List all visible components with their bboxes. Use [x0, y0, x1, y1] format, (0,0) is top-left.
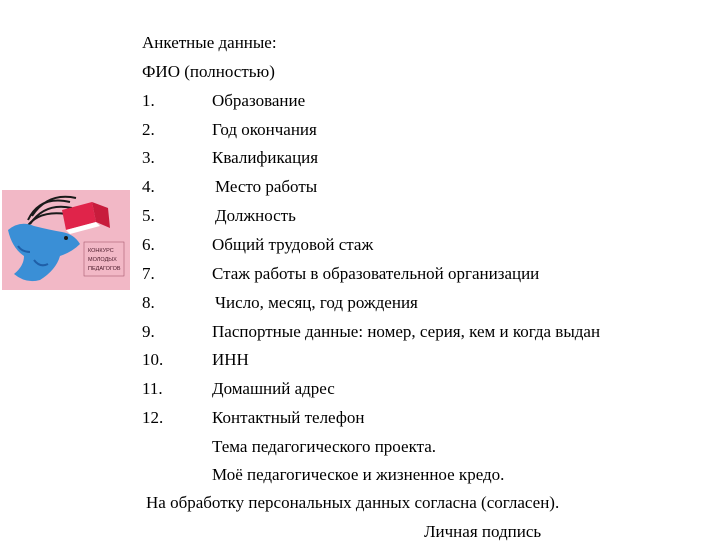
item-number-3: 3.: [142, 148, 155, 167]
item-total-experience: Общий трудовой стаж: [212, 235, 374, 254]
item-number-12: 12.: [142, 408, 164, 427]
item-number-4: 4.: [142, 177, 155, 196]
item-number-7: 7.: [142, 264, 155, 283]
item-graduation-year: Год окончания: [212, 120, 317, 139]
item-contact-phone: Контактный телефон: [212, 408, 365, 427]
item-org-experience: Стаж работы в образовательной организации: [212, 264, 540, 283]
data-processing-consent: На обработку персональных данных согласна (согласен).: [146, 493, 560, 512]
logo-text-line-3: ПЕДАГОГОВ: [88, 266, 121, 272]
logo-text-box: [84, 242, 124, 276]
item-number-10: 10.: [142, 350, 164, 369]
form-header: Анкетные данные:: [142, 33, 277, 52]
item-number-6: 6.: [142, 235, 155, 254]
item-number-1: 1.: [142, 91, 155, 110]
item-inn: ИНН: [212, 350, 249, 369]
logo-text-line-2: МОЛОДЫХ: [88, 257, 117, 263]
item-home-address: Домашний адрес: [212, 379, 335, 398]
item-qualification: Квалификация: [212, 148, 319, 167]
dove-book-logo: [0, 190, 135, 290]
personal-signature-label: Личная подпись: [424, 522, 542, 541]
fio-label: ФИО (полностью): [142, 62, 275, 81]
project-topic: Тема педагогического проекта.: [212, 437, 437, 456]
item-passport-data: Паспортные данные: номер, серия, кем и когда выдан: [212, 322, 601, 341]
item-education: Образование: [212, 91, 306, 110]
logo-text-line-1: КОНКУРС: [88, 248, 114, 254]
item-workplace: Место работы: [215, 177, 318, 196]
item-number-8: 8.: [142, 293, 155, 312]
item-number-11: 11.: [142, 379, 163, 398]
item-number-2: 2.: [142, 120, 155, 139]
item-number-5: 5.: [142, 206, 155, 225]
dove-book-logo-svg: [0, 190, 135, 290]
item-number-9: 9.: [142, 322, 155, 341]
item-birth-date: Число, месяц, год рождения: [215, 293, 418, 312]
pedagogical-credo: Моё педагогическое и жизненное кредо.: [212, 465, 505, 484]
item-position: Должность: [215, 206, 296, 225]
